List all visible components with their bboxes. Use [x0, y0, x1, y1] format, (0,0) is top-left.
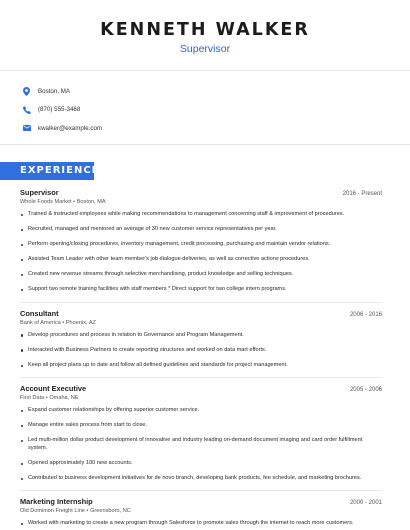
job-title: Account Executive — [20, 383, 87, 393]
job-location: Omaha, NE — [49, 394, 79, 401]
job-title: Marketing Internship — [20, 496, 93, 506]
job-bullet: Manage entire sales process from start to close. — [20, 422, 382, 430]
experience-list — [20, 188, 382, 530]
experience-heading: EXPERIENCE — [20, 165, 100, 176]
job-company: Old Dominion Freight Line — [20, 507, 85, 514]
job-meta: Bank of America • Phoenix, AZ — [20, 319, 96, 326]
resume-header — [0, 0, 410, 55]
contact-email — [22, 119, 102, 137]
contact-location — [22, 82, 102, 100]
job-bullets — [20, 332, 382, 370]
job-location: Greensboro, NC — [90, 507, 131, 514]
job-bullet: Expand customer relationships by offering superior customer service. — [20, 407, 382, 415]
job-entry — [20, 188, 382, 294]
job-entry — [20, 384, 382, 483]
job-bullet: Recruited, managed and mentored an average of 30 new customer service representatives per year. — [20, 226, 382, 234]
job-bullets — [20, 211, 382, 294]
job-bullet: Contributed to business development initiatives for de novo branch, developing bank products, fee schedule, and marketing brochures. — [20, 475, 382, 483]
candidate-role: Supervisor — [179, 43, 231, 55]
job-meta: Whole Foods Market • Boston, MA — [20, 199, 106, 205]
header-divider — [0, 70, 410, 71]
job-title: Consultant — [20, 308, 59, 318]
job-bullet: Created new revenue streams through selective merchandising, product knowledge and selling techniques. — [20, 271, 382, 279]
contact-phone — [22, 101, 102, 119]
job-bullet: Develop procedures and process in relation to Governance and Program Management. — [20, 332, 382, 340]
job-bullet: Assisted Team Leader with other team member's job dialogue deliveries, as well as corrective actions procedures. — [20, 256, 382, 264]
job-dates: 2000 - 2001 — [349, 499, 382, 506]
job-divider — [20, 377, 382, 378]
job-bullet: Keep all project plans up to date and follow all defined guidelines and standards for project management. — [20, 362, 382, 370]
job-bullet: Support two remote training facilities with staff members * Direct support for two college intern programs. — [20, 286, 382, 294]
email-icon — [22, 123, 31, 133]
job-company: Bank of America — [20, 319, 61, 326]
contact-location-text: Boston, MA — [38, 87, 70, 95]
job-meta: First Data • Omaha, NE — [20, 394, 79, 401]
phone-icon — [22, 105, 31, 115]
job-location: Phoenix, AZ — [65, 319, 96, 326]
job-entry — [20, 309, 382, 370]
job-divider — [20, 302, 382, 303]
job-bullet: Worked with marketing to create a new program through Salesforce to promote sales through the internet to reach more customers. — [20, 520, 382, 528]
job-dates: 2005 - 2006 — [349, 386, 382, 393]
job-bullet: Interacted with Business Partners to create reporting structures and worked on data mart efforts. — [20, 347, 382, 355]
job-bullet: Opened approximately 100 new accounts. — [20, 460, 382, 468]
job-meta: Old Dominion Freight Line • Greensboro, NC — [20, 507, 131, 514]
job-bullet: Led multi-million dollar product development of innovative and industry leading on-demand document imaging and card order fulfillment system. — [20, 437, 382, 452]
job-company: Whole Foods Market — [20, 199, 72, 205]
contact-phone-text: (870) 555-3468 — [38, 106, 81, 113]
contacts-divider — [0, 144, 410, 145]
contact-email-text: kwalker@example.com — [38, 124, 103, 132]
job-dates: 2016 - Present — [342, 191, 382, 197]
job-bullets — [20, 520, 382, 528]
job-bullet: Perform opening/closing procedures, inventory management, credit processing, purchasing and maintain vendor relations. — [20, 241, 382, 249]
job-divider — [20, 490, 382, 491]
job-entry — [20, 497, 382, 528]
job-bullets — [20, 407, 382, 483]
job-title: Supervisor — [20, 188, 59, 197]
job-location: Boston, MA — [76, 199, 106, 205]
job-bullet: Trained & instructed employees while making recommendations to management concerning staff & improvement of procedures. — [20, 211, 382, 219]
location-pin-icon — [22, 86, 31, 96]
job-company: First Data — [20, 394, 45, 401]
job-dates: 2006 - 2016 — [349, 311, 382, 318]
contact-list — [22, 82, 102, 138]
candidate-name: KENNETH WALKER — [100, 20, 310, 40]
